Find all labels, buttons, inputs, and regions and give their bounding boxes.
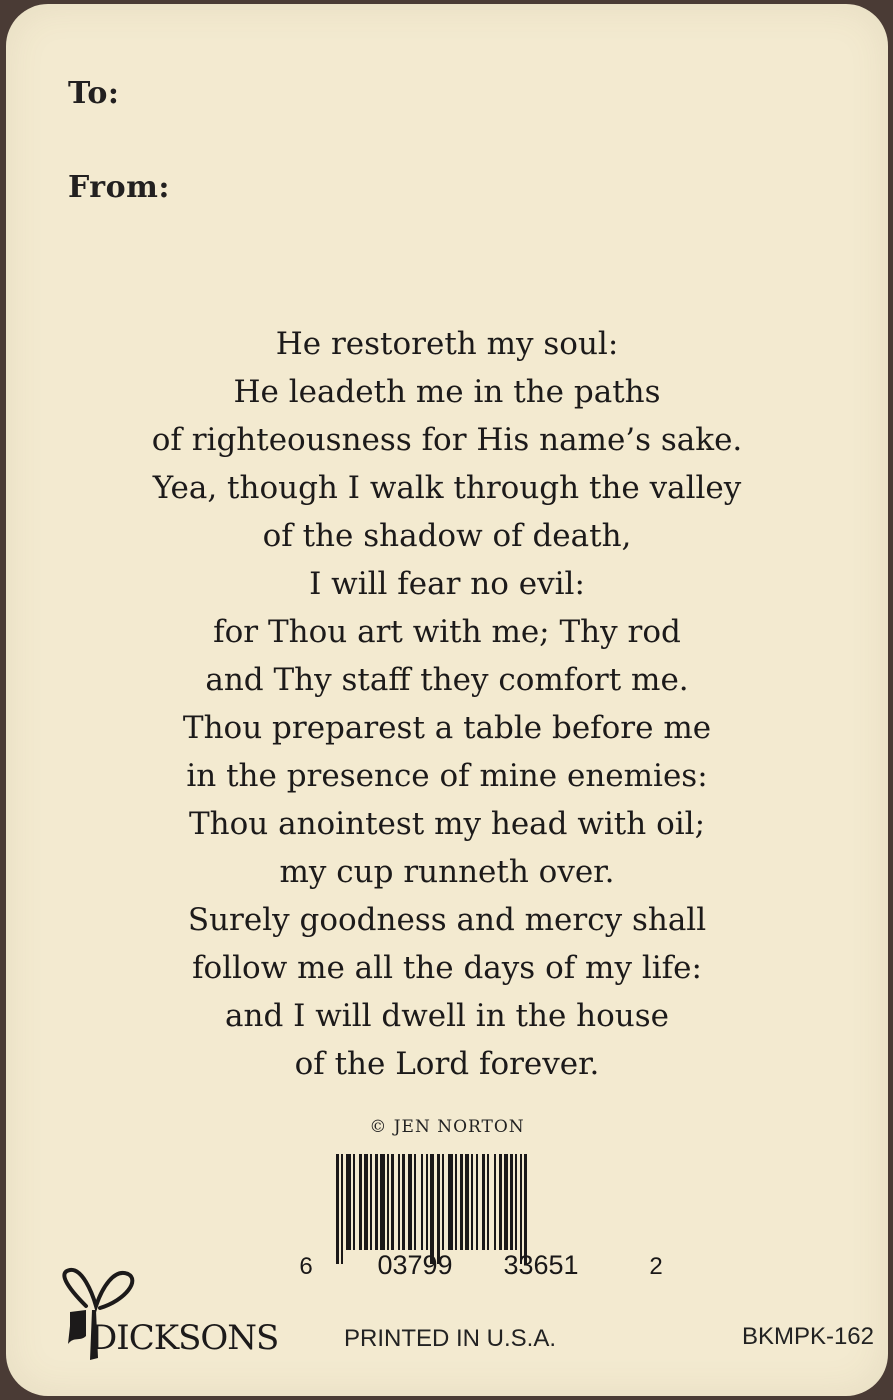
printed-in-label: PRINTED IN U.S.A. — [344, 1325, 557, 1352]
barcode-group-1: 03799 — [377, 1250, 453, 1280]
from-label: From: — [68, 170, 170, 205]
verse-line: He restoreth my soul: — [275, 326, 619, 362]
verse-line: my cup runneth over. — [279, 854, 615, 890]
product-code: BKMPK-162 — [741, 1323, 874, 1350]
barcode-group-2: 33651 — [503, 1250, 579, 1280]
verse-line: for Thou art with me; Thy rod — [213, 614, 681, 650]
barcode — [290, 1150, 670, 1280]
verse-text — [6, 320, 888, 1088]
to-label: To: — [68, 76, 120, 111]
brand-name: DICKSONS — [90, 1318, 279, 1358]
verse-line: of the shadow of death, — [262, 518, 632, 554]
verse-line: of righteousness for His name’s sake. — [151, 422, 743, 458]
copyright-notice: © JEN NORTON — [369, 1117, 525, 1137]
card — [6, 4, 888, 1396]
verse-line: and Thy staff they comfort me. — [205, 662, 689, 698]
verse-line: Thou anointest my head with oil; — [188, 806, 706, 842]
verse-line: of the Lord forever. — [294, 1046, 600, 1082]
verse-line: He leadeth me in the paths — [233, 374, 661, 410]
barcode-left-digit: 6 — [299, 1253, 313, 1280]
brand-logo — [56, 1266, 306, 1366]
verse-line: Surely goodness and mercy shall — [187, 902, 707, 938]
verse-line: Yea, though I walk through the valley — [152, 470, 742, 506]
verse-line: Thou preparest a table before me — [182, 710, 712, 746]
barcode-right-digit: 2 — [649, 1253, 663, 1280]
verse-line: and I will dwell in the house — [225, 998, 669, 1034]
verse-line: follow me all the days of my life: — [192, 950, 702, 986]
barcode-bars — [336, 1154, 527, 1264]
verse-line: in the presence of mine enemies: — [186, 758, 708, 794]
verse-line: I will fear no evil: — [309, 566, 585, 602]
